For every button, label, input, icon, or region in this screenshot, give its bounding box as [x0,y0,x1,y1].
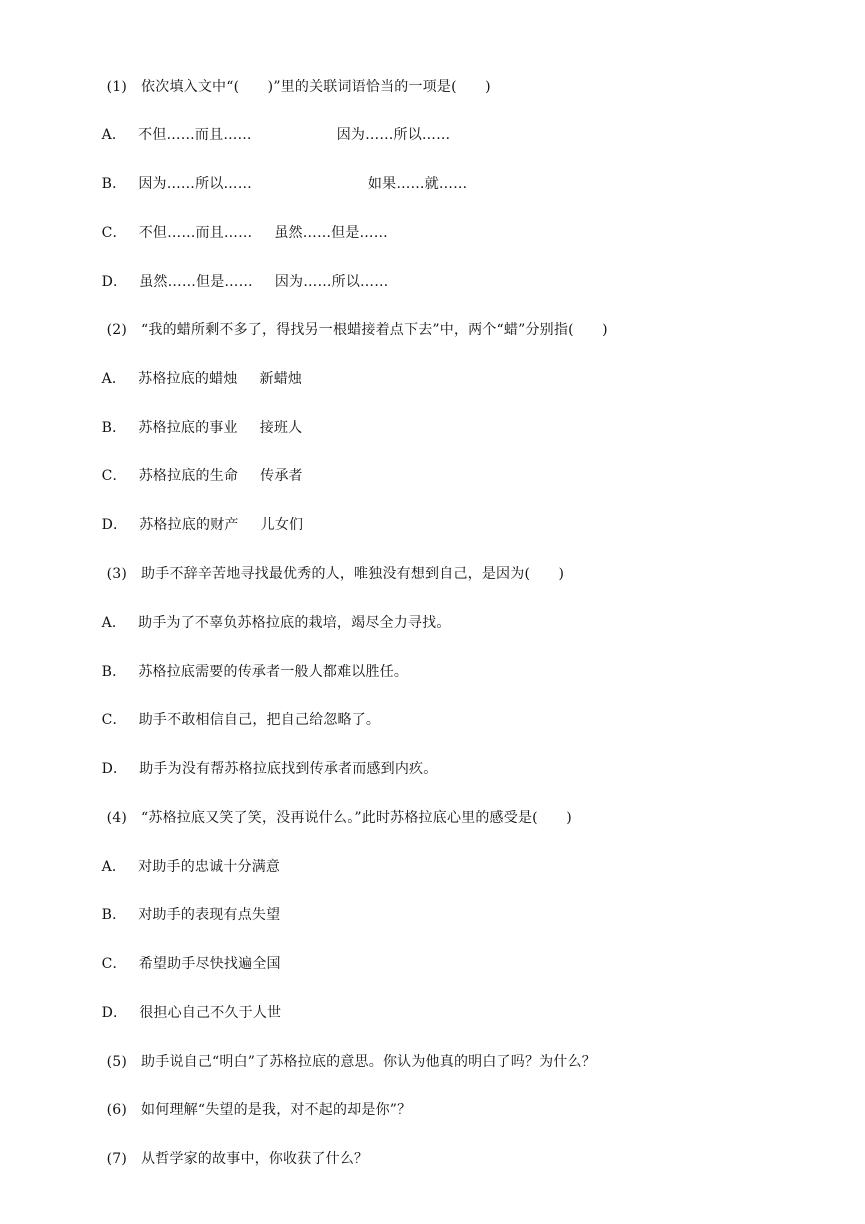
option-text-2: 如果……就…… [367,176,468,192]
option-label: D． [101,517,128,533]
question-1-option-d [83,255,388,309]
option-text-1: 苏格拉底的事业 [138,420,238,436]
option-text-1: 苏格拉底的财产 [139,517,239,533]
question-7 [88,1132,368,1186]
question-number: (3) [106,566,128,582]
question-text: 助手说自己“明白”了苏格拉底的意思。你认为他真的明白了吗？为什么？ [141,1054,596,1070]
option-text: 助手为了不辜负苏格拉底的栽培，竭尽全力寻找。 [138,615,451,631]
option-text-2: 新蜡烛 [259,371,303,387]
option-label: B． [101,420,127,436]
question-6 [88,1083,411,1137]
option-text-2: 因为……所以…… [274,274,389,290]
option-label: A． [101,615,127,631]
question-4-option-c [83,937,281,991]
option-label: D． [101,274,128,290]
question-4-option-d [83,986,281,1040]
question-4 [88,791,572,845]
question-text: 依次填入文中“( )”里的关联词语恰当的一项是( ) [141,79,491,95]
option-text: 苏格拉底需要的传承者一般人都难以胜任。 [138,664,409,680]
question-2-option-d [83,498,303,552]
option-label: A． [101,371,127,387]
option-label: C． [101,712,127,728]
question-5 [88,1035,596,1089]
question-4-option-b [83,888,280,942]
question-text: “苏格拉底又笑了笑，没再说什么。”此时苏格拉底心里的感受是( ) [141,810,572,826]
question-1 [88,60,491,114]
question-number: (2) [106,322,128,338]
question-number: (5) [106,1054,128,1070]
option-text-1: 因为……所以…… [138,176,252,192]
option-label: C． [101,956,127,972]
question-1-option-c [83,206,388,260]
question-1-option-b [83,157,467,211]
option-label: C． [101,468,127,484]
question-2-option-b [83,401,302,455]
question-number: (7) [106,1151,128,1167]
option-label: B． [101,176,127,192]
option-label: A． [101,127,127,143]
option-label: A． [101,859,127,875]
option-text-2: 因为……所以…… [336,127,451,143]
question-3-option-b [83,645,408,699]
question-number: (6) [106,1102,128,1118]
question-2-option-c [83,449,303,503]
option-text: 对助手的表现有点失望 [138,907,281,923]
question-text: 从哲学家的故事中，你收获了什么？ [141,1151,369,1167]
option-label: D． [101,1005,128,1021]
question-2 [88,303,608,357]
option-label: B． [101,664,127,680]
option-text-1: 虽然……但是…… [139,274,253,290]
option-text-2: 儿女们 [260,517,304,533]
option-text: 助手为没有帮苏格拉底找到传承者而感到内疚。 [139,761,438,777]
option-text-2: 虽然……但是…… [274,225,388,241]
question-number: (1) [106,79,128,95]
option-label: B． [101,907,127,923]
option-text: 很担心自己不久于人世 [139,1005,282,1021]
option-text-1: 不但……而且…… [138,225,253,241]
question-1-option-a [83,108,450,162]
option-label: C． [101,225,127,241]
option-text-2: 传承者 [260,468,303,484]
question-3 [88,547,564,601]
option-text-2: 接班人 [259,420,303,436]
question-3-option-c [83,693,380,747]
question-text: “我的蜡所剩不多了，得找另一根蜡接着点下去”中，两个“蜡”分别指( ) [141,322,608,338]
question-number: (4) [106,810,128,826]
question-3-option-a [83,596,451,650]
option-text-1: 不但……而且…… [138,127,252,143]
question-3-option-d [83,742,437,796]
question-text: 如何理解“失望的是我，对不起的却是你”？ [141,1102,412,1118]
option-text: 对助手的忠诚十分满意 [138,859,281,875]
question-4-option-a [83,840,280,894]
option-text: 希望助手尽快找遍全国 [138,956,281,972]
option-text-1: 苏格拉底的蜡烛 [138,371,238,387]
question-text: 助手不辞辛苦地寻找最优秀的人，唯独没有想到自己，是因为( ) [141,566,565,582]
option-text-1: 苏格拉底的生命 [138,468,239,484]
question-2-option-a [83,352,302,406]
option-label: D． [101,761,128,777]
option-text: 助手不敢相信自己，把自己给忽略了。 [138,712,381,728]
